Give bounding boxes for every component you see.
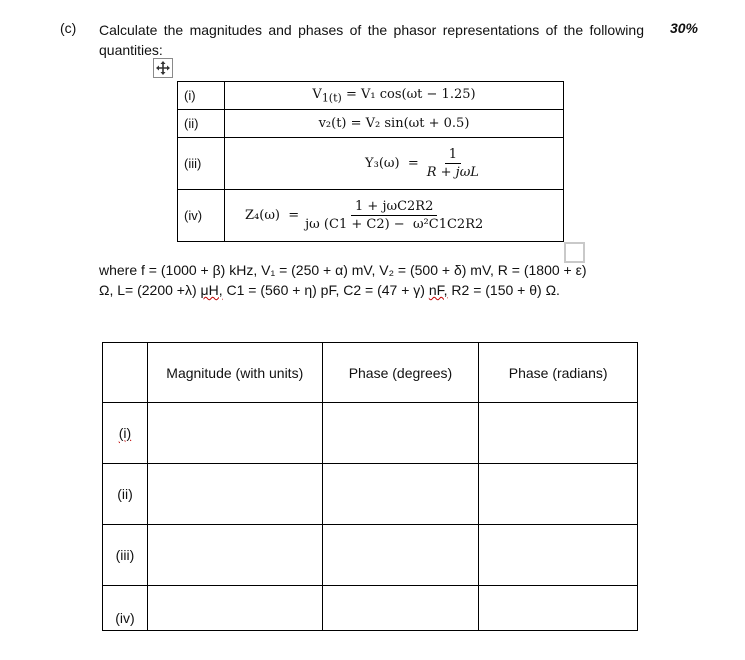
table-move-handle[interactable] [153,58,173,78]
magnitude-cell[interactable] [147,464,322,525]
header-phase-degrees: Phase (degrees) [322,343,479,403]
header-phase-radians: Phase (radians) [479,343,638,403]
equation-row [178,82,564,110]
move-icon [156,61,170,75]
row-label: (iii) [103,525,148,586]
phase-radians-cell[interactable] [479,403,638,464]
equation-lhs-subscript: 1(t) [321,91,342,105]
phase-radians-cell[interactable] [479,586,638,631]
phase-degrees-cell[interactable] [322,403,479,464]
equation-row [178,138,564,190]
where-text [99,260,649,300]
equation-lhs: Z₄(ω) = [245,208,300,223]
where-line-2 [99,280,649,300]
question-label: (c) [60,20,77,36]
answer-table [102,342,638,631]
where-text-part: R2 = (150 + θ) Ω. [447,282,560,298]
equation-number: (iii) [178,138,225,190]
equation-lhs: Y₃(ω) = [365,156,419,171]
answer-row [103,525,638,586]
numerator: 1 + jωC2R2 [351,199,437,216]
header-corner [103,343,148,403]
row-label [103,403,148,464]
answer-header-row [103,343,638,403]
where-text-part: Ω, L= (2200 +λ) [99,282,201,298]
equation-iv [225,190,564,242]
header-magnitude: Magnitude (with units) [147,343,322,403]
phase-radians-cell[interactable] [479,525,638,586]
numerator: 1 [445,147,461,164]
equation-i [225,82,564,110]
equations-table [177,81,564,242]
where-line-1: where f = (1000 + β) kHz, V₁ = (250 + α) mV, V₂ = (500 + δ) mV, R = (1800 + ε) [99,262,587,278]
equation-iii [225,138,564,190]
magnitude-cell[interactable] [147,586,322,631]
phase-degrees-cell[interactable] [322,525,479,586]
answer-row [103,586,638,631]
phase-radians-cell[interactable] [479,464,638,525]
equation-number: (ii) [178,110,225,138]
answer-row [103,464,638,525]
row-label-text: (i) [118,425,132,441]
spellcheck-word: μH, [200,282,223,298]
spellcheck-word: nF, [428,282,448,298]
equation-number: (i) [178,82,225,110]
equation-row [178,110,564,138]
phase-degrees-cell[interactable] [322,586,479,631]
row-label [103,586,148,631]
where-text-part: C1 = (560 + η) pF, C2 = (47 + γ) [222,282,429,298]
row-label-text: (iv) [115,610,135,626]
denominator: R + jωL [426,165,479,180]
magnitude-cell[interactable] [147,403,322,464]
question-text: Calculate the magnitudes and phases of the phasor representations of the following quantities: [99,22,644,58]
question-weight: 30% [669,20,698,36]
equation-row [178,190,564,242]
magnitude-cell[interactable] [147,525,322,586]
fraction [423,147,483,180]
equation-lhs: V [312,86,322,102]
phase-degrees-cell[interactable] [322,464,479,525]
equation-number: (iv) [178,190,225,242]
equation-rhs: = V₁ cos(ωt − 1.25) [341,86,476,102]
row-label: (ii) [103,464,148,525]
fraction [301,199,487,232]
answer-row [103,403,638,464]
denominator: jω (C1 + C2) − ω²C1C2R2 [305,217,484,232]
equation-ii: v₂(t) = V₂ sin(ωt + 0.5) [225,110,564,138]
